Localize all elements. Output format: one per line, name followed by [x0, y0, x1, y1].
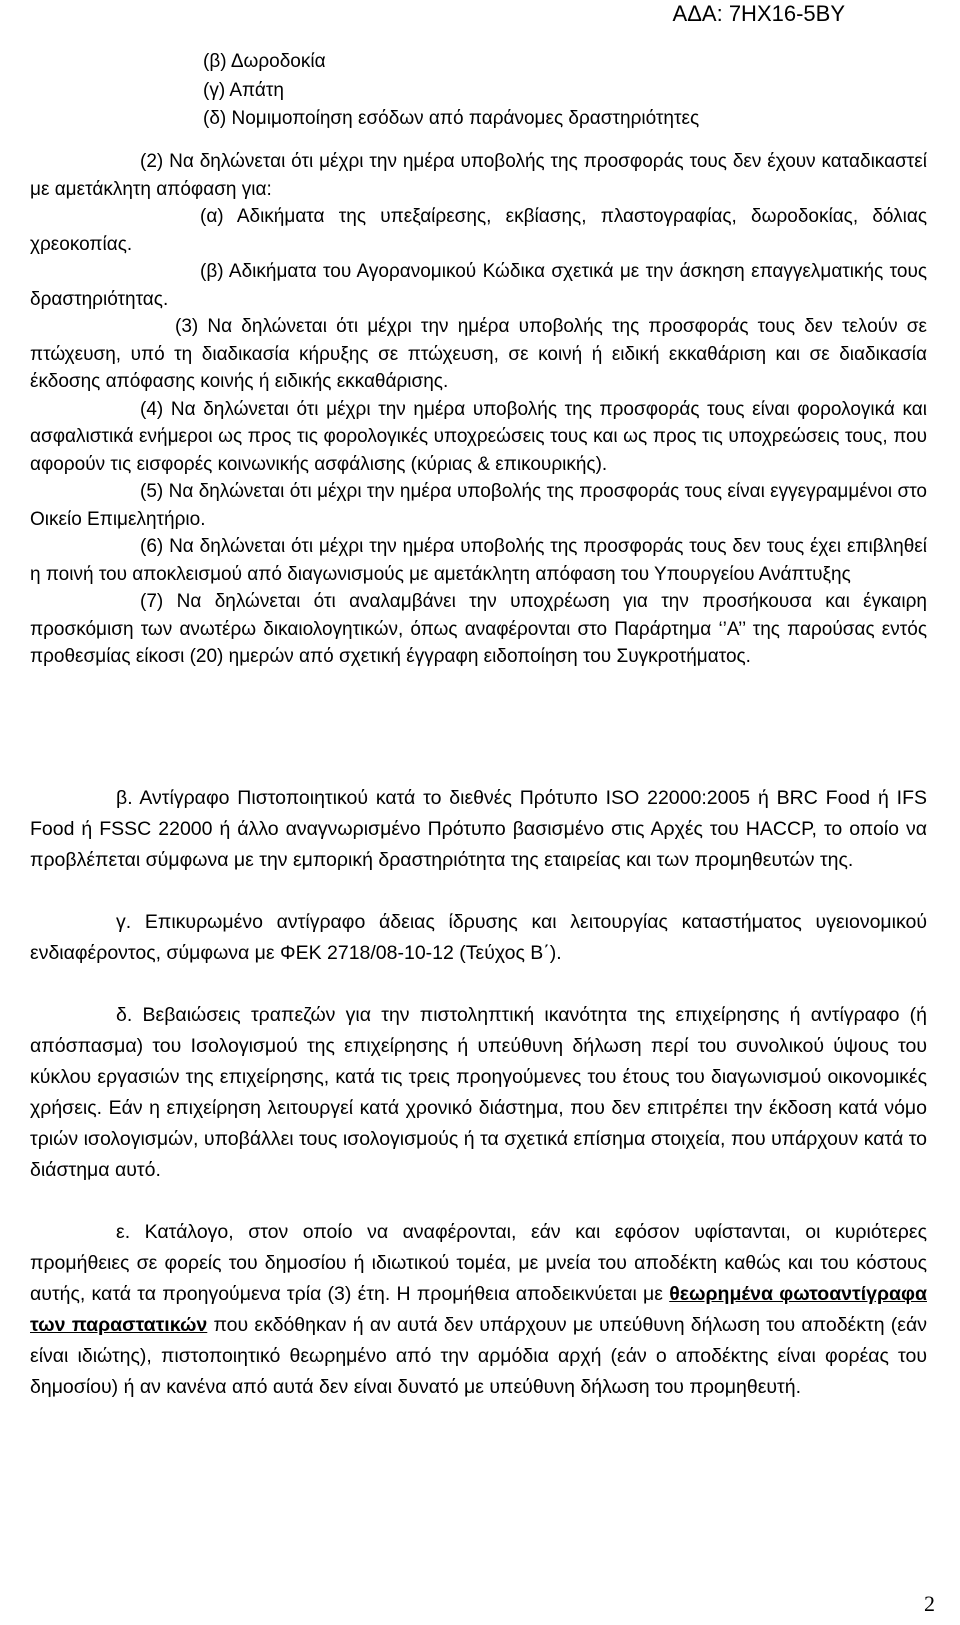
requirement-5: (5) Να δηλώνεται ότι μέχρι την ημέρα υποβολής της προσφοράς τους είναι εγγεγραμμένοι στο Οικείο Επιμελητήριο.	[30, 481, 927, 530]
item-epsilon-text-start: ε. Κατάλογο, στον οποίο να αναφέρονται, εάν και εφόσον υφίστανται, οι κυριότερες προμήθειες σε φορείς του δημοσίου ή ιδιωτικού τομέα, με μνεία του αποδέκτη καθώς και του κόστους αυτής, κατά τα προηγούμενα τρία (3) έτη. Η προμήθεια αποδεικνύεται με	[30, 1221, 927, 1305]
list-item: (γ) Απάτη	[203, 79, 284, 101]
requirement-4: (4) Να δηλώνεται ότι μέχρι την ημέρα υποβολής της προσφοράς τους είναι φορολογικά και ασφαλιστικά ενήμεροι ως προς τις φορολογικές υποχρεώσεις τους και ως προς τις υποχρεώσεις τους, που αφορούν τις εισφορές κοινωνικής ασφάλισης (κύριας & επικουρικής).	[30, 398, 927, 475]
item-gamma: γ. Επικυρωμένο αντίγραφο άδειας ίδρυσης και λειτουργίας καταστήματος υγειονομικού ενδιαφέροντος, σύμφωνα με ΦΕΚ 2718/08-10-12 (Τεύχος Β΄).	[30, 911, 927, 964]
requirement-3: (3) Να δηλώνεται ότι μέχρι την ημέρα υποβολής της προσφοράς τους δεν τελούν σε πτώχευση, υπό τη διαδικασία κήρυξης σε πτώχευση, σε κοινή ή ειδική εκκαθάριση και σε διαδικασία έκδοσης απόφασης κοινής ή ειδικής εκκαθάρισης.	[30, 316, 927, 392]
ada-code: ΑΔΑ: 7ΗΧ16-5ΒΥ	[672, 1, 845, 26]
offense-list	[203, 48, 699, 134]
list-item: (δ) Νομιμοποίηση εσόδων από παράνομες δραστηριότητες	[203, 108, 700, 129]
declaration-requirements	[30, 148, 927, 671]
item-epsilon-emphasis: θεωρημένα φωτοαντίγραφα των παραστατικών	[30, 1283, 927, 1336]
item-epsilon	[30, 1217, 927, 1403]
requirement-2: (2) Να δηλώνεται ότι μέχρι την ημέρα υποβολής της προσφοράς τους δεν έχουν καταδικαστεί με αμετάκλητη απόφαση για:	[30, 151, 927, 200]
requirement-2a: (α) Αδικήματα της υπεξαίρεσης, εκβίασης, πλαστογραφίας, δωροδοκίας, δόλιας χρεοκοπίας.	[30, 206, 927, 255]
requirement-6: (6) Να δηλώνεται ότι μέχρι την ημέρα υποβολής της προσφοράς τους δεν τους έχει επιβληθεί η ποινή του αποκλεισμού από διαγωνισμούς με αμετάκλητη απόφαση του Υπουργείου Ανάπτυξης	[30, 536, 927, 585]
requirement-2b: (β) Αδικήματα του Αγορανομικού Κώδικα σχετικά με την άσκηση επαγγελματικής τους δραστηριότητας.	[30, 261, 927, 310]
list-item: (β) Δωροδοκία	[203, 51, 326, 72]
item-beta: β. Αντίγραφο Πιστοποιητικού κατά το διεθνές Πρότυπο ISO 22000:2005 ή BRC Food ή IFS Food ή FSSC 22000 ή άλλο αναγνωρισμένο Πρότυπο βασισμένο στις Αρχές του HACCP, το οποίο να προβλέπεται σύμφωνα με την εμπορική δραστηριότητα της εταιρείας και των προμηθευτών της.	[30, 787, 927, 871]
page-number: 2	[924, 1591, 935, 1616]
item-delta: δ. Βεβαιώσεις τραπεζών για την πιστοληπτική ικανότητα της επιχείρησης ή αντίγραφο (ή απόσπασμα) του Ισολογισμού της επιχείρησης ή υπεύθυνη δήλωση περί του συνολικού ύψους του κύκλου εργασιών της επιχείρησης, κατά τις τρεις προηγούμενες του έτους του διαγωνισμού οικονομικές χρήσεις. Εάν η επιχείρηση λειτουργεί κατά χρονικό διάστημα, που δεν επιτρέπει την έκδοση κατά νόμο τριών ισολογισμών, υποβάλλει τους ισολογισμούς ή τα σχετικά επίσημα στοιχεία, που υπάρχουν κατά το διάστημα αυτό.	[30, 1004, 927, 1181]
requirement-7: (7) Να δηλώνεται ότι αναλαμβάνει την υποχρέωση για την προσήκουσα και έγκαιρη προσκόμιση των ανωτέρω δικαιολογητικών, όπως αναφέρονται στο Παράρτημα ‘’Α’’ της παρούσας εντός προθεσμίας είκοσι (20) ημερών από σχετική έγγραφη ειδοποίηση του Συγκροτήματος.	[30, 591, 927, 667]
item-epsilon-text-end: που εκδόθηκαν ή αν αυτά δεν υπάρχουν με υπεύθυνη δήλωση του αποδέκτη (εάν είναι ιδιώτης), πιστοποιητικό θεωρημένο από την αρμόδια αρχή (εάν ο αποδέκτης είναι φορέας του δημοσίου) ή αν κανένα από αυτά δεν είναι δυνατό με υπεύθυνη δήλωση του προμηθευτή.	[30, 1314, 927, 1398]
document-items	[30, 783, 927, 1434]
